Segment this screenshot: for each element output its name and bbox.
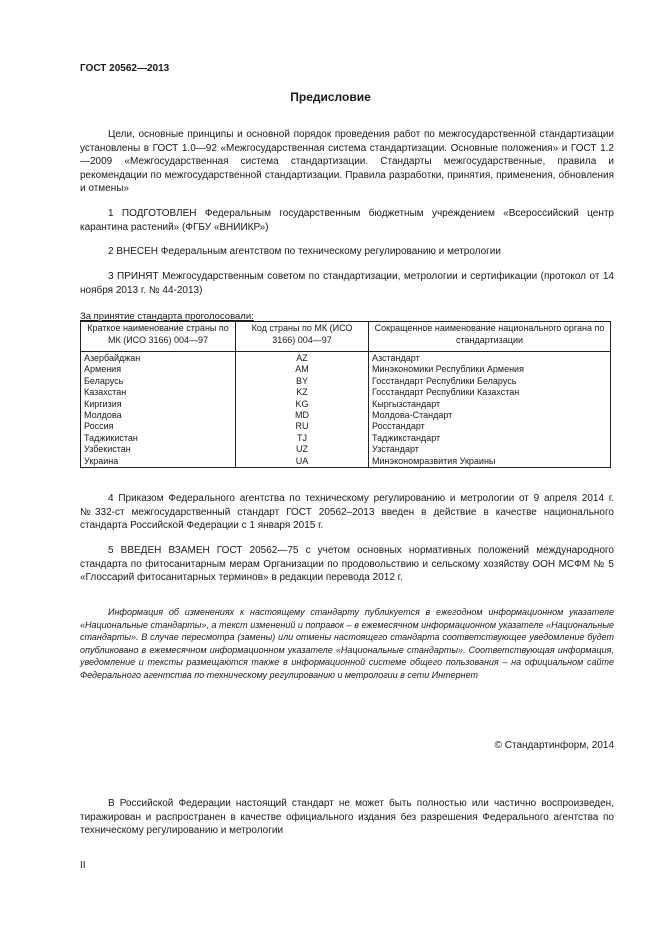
country-cell: Беларусь [81,376,236,387]
paragraph-2: 2 ВНЕСЕН Федеральным агентством по техническому регулированию и метрологии [108,246,501,257]
code-cell: KZ [236,387,369,398]
body-cell: Молдова-Стандарт [369,410,611,421]
body-cell: Узстандарт [369,444,611,455]
paragraph-4: 4 Приказом Федерального агентства по техническому регулированию и метрологии от 9 апреля 2014 г. №332-ст межгосударственный стандарт ГОСТ 20562–2013 введен в действие в качестве национального стандарта Российской Федерации с 1 января 2015 г. [80,493,614,532]
body-cell: Росстандарт [369,421,611,432]
code-cell: AM [236,364,369,375]
country-cell: Армения [81,364,236,375]
body-cell: Госстандарт Республики Беларусь [369,376,611,387]
code-cell: MD [236,410,369,421]
country-cell: Казахстан [81,387,236,398]
body-cell: Минэкономразвития Украины [369,456,611,468]
body-cell: Кыргызстандарт [369,399,611,410]
country-cell: Таджикистан [81,433,236,444]
table-caption: За принятие стандарта проголосовали: [80,311,254,322]
table-header-row [81,322,611,352]
country-cell: Россия [81,421,236,432]
body-cell: Минэкономики Республики Армения [369,364,611,375]
table-row [81,421,611,432]
table-row [81,364,611,375]
paragraph-1: 1 ПОДГОТОВЛЕН Федеральным государственным бюджетным учреждением «Всероссийский центр карантина растений» (ФГБУ «ВНИИКР») [80,208,614,233]
column-header-country: Краткое наименование страны по МК (ИСО 3166) 004—97 [81,322,236,352]
table-row [81,352,611,365]
table-row [81,387,611,398]
table-row [81,444,611,455]
final-paragraph: В Российской Федерации настоящий стандарт не может быть полностью или частично воспроизведен, тиражирован и распространен в качестве официального издания без разрешения Федерального агентства по техническому регулированию и метрологии [80,798,614,837]
paragraph-3: 3 ПРИНЯТ Межгосударственным советом по стандартизации, метрологии и сертификации (протокол от 14 ноября 2013 г. № 44-2013) [80,271,614,296]
country-cell: Узбекистан [81,444,236,455]
document-header: ГОСТ 20562—2013 [80,63,170,74]
page-number: II [80,860,86,871]
info-note: Информация об изменениях к настоящему стандарту публикуется в ежегодном информационном указателе «Национальные стандарты», а текст изменений и поправок – в ежемесячном информационном указателе «Национальные стандарты». В случае пересмотра (замены) или отмены настоящего стандарта соответствующее уведомление будет опубликовано в ежемесячном информационном указателе «Национальные стандарты». Соответствующая информация, уведомление и тексты размещаются также в информационной системе общего пользования – на официальном сайте Федерального агентства по техническому регулированию и метрологии в сети Интернет [80,607,614,680]
code-cell: TJ [236,433,369,444]
code-cell: KG [236,399,369,410]
country-cell: Молдова [81,410,236,421]
column-header-body: Сокращенное наименование национального органа по стандартизации [369,322,611,352]
table-row [81,399,611,410]
code-cell: RU [236,421,369,432]
page-title: Предисловие [290,90,371,104]
table-row [81,410,611,421]
body-cell: Таджикстандарт [369,433,611,444]
column-header-code: Код страны по МК (ИСО 3166) 004—97 [236,322,369,352]
voting-table [80,321,611,468]
body-cell: Азстандарт [369,352,611,365]
copyright: © Стандартинформ, 2014 [494,740,614,751]
country-cell: Украина [81,456,236,468]
code-cell: UA [236,456,369,468]
table-row [81,433,611,444]
code-cell: UZ [236,444,369,455]
intro-paragraph: Цели, основные принципы и основной порядок проведения работ по межгосударственной стандартизации установлены в ГОСТ 1.0—92 «Межгосударственная система стандартизации. Основные положения» и ГОСТ 1.2—2009 «Межгосударственная система стандартизации. Стандарты межгосударственные, правила и рекомендации по межгосударственной стандартизации. Правила разработки, принятия, применения, обновления и отмены» [80,129,614,195]
paragraph-5: 5 ВВЕДЕН ВЗАМЕН ГОСТ 20562—75 с учетом основных нормативных положений международного стандарта по фитосанитарным мерам Организации по продовольствию и сельскому хозяйству ООН МСФМ № 5 «Глоссарий фитосанитарных терминов» в редакции перевода 2012 г. [80,545,614,584]
table-row [81,456,611,468]
country-cell: Киргизия [81,399,236,410]
table-row [81,376,611,387]
code-cell: AZ [236,352,369,365]
country-cell: Азербайджан [81,352,236,365]
code-cell: BY [236,376,369,387]
body-cell: Госстандарт Республики Казахстан [369,387,611,398]
